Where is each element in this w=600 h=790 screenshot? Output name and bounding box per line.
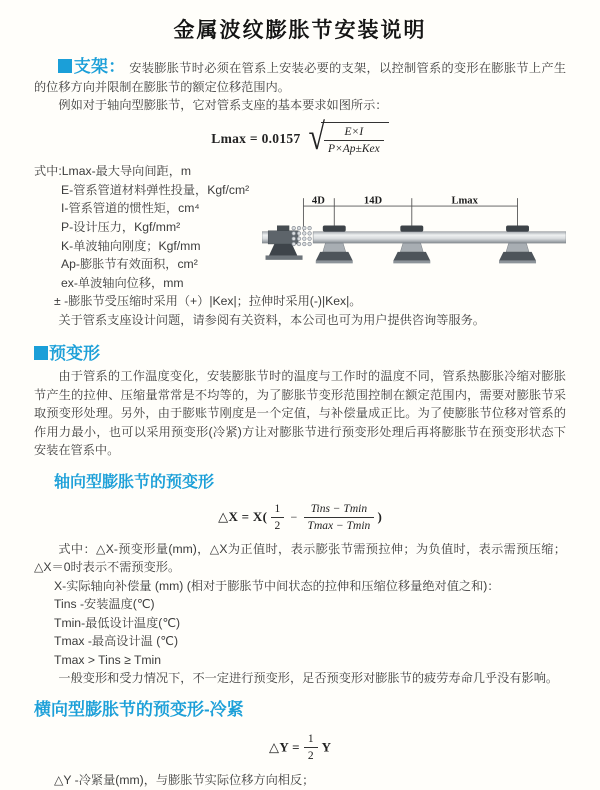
- lateral-note: △Y -冷紧量(mm)，与膨胀节实际位移方向相反；: [54, 773, 315, 788]
- radical-sign: √: [308, 116, 325, 158]
- support-heading-label: 支架：: [73, 57, 126, 76]
- definition-line: ex-单波轴向位移，mm: [61, 275, 184, 290]
- lateral-formula: [34, 732, 566, 764]
- note-line: Tmax > Tins ≥ Tmin: [54, 652, 162, 667]
- definitions-and-diagram-row: [34, 162, 566, 292]
- definition-line: 式中:Lmax-最大导向间距，m: [34, 164, 192, 179]
- pipe-diagram-svg: [262, 192, 566, 276]
- axial-formula: [34, 502, 566, 534]
- pipe-guide-support: [499, 226, 536, 264]
- definition-line: K-单波轴向刚度；Kgf/mm: [61, 238, 201, 253]
- consulting-note: 关于管系支座设计问题，请参阅有关资料，本公司也可为用户提供咨询等服务。: [58, 312, 485, 327]
- fraction-numerator: 1: [304, 732, 318, 748]
- lmax-formula: [34, 116, 566, 158]
- fraction-numerator: Tins − Tmin: [304, 502, 375, 518]
- section-square-icon: [58, 59, 72, 73]
- definition-line: I-管系管道的惯性矩，cm⁴: [61, 201, 200, 216]
- predeform-heading-wrap: [34, 344, 100, 363]
- definition-line: Ap-膨胀节有效面积，cm²: [61, 257, 198, 272]
- anchor-support: [266, 226, 303, 260]
- dimension-label-4d: 4D: [311, 195, 325, 207]
- pipe: [313, 232, 566, 243]
- page-title: 金属波纹膨胀节安装说明: [173, 19, 427, 42]
- fraction-denominator: Tmax − Tmin: [307, 520, 371, 533]
- axial-general-note: 一般变形和受力情况下，不一定进行预变形，足否预变形对膨胀节的疲劳寿命几乎没有影响。: [58, 671, 559, 686]
- axial-predeform-heading: 轴向型膨胀节的预变形: [54, 473, 215, 491]
- one-half-fraction: [304, 732, 318, 764]
- section-square-icon: [34, 346, 48, 360]
- lmax-fraction-denominator: P×Ap±Kex: [327, 142, 380, 155]
- support-section-heading: [58, 57, 125, 76]
- note-line: Tmax -最高设计温 (℃): [54, 634, 179, 649]
- lateral-formula-rhs: Y: [321, 739, 331, 755]
- minus-operator: −: [290, 509, 298, 524]
- symbol-definitions-list: [34, 162, 262, 292]
- axial-formula-rhs: ): [377, 508, 382, 524]
- axial-formula-explanation: 式中：△X-预变形量(mm)，△X为正值时，表示膨张节需预拉伸；为负值时，表示需预压缩；△X＝0时表示不需预变形。: [34, 541, 566, 575]
- lateral-predeform-heading: 横向型膨胀节的预变形-冷紧: [34, 699, 244, 719]
- pipe-support-diagram: [262, 162, 566, 292]
- fraction-denominator: 2: [307, 750, 314, 763]
- note-line: Tins -安装温度(℃): [54, 597, 155, 612]
- lmax-formula-lhs: Lmax = 0.0157: [211, 130, 301, 146]
- note-line: Tmin-最低设计温度(℃): [54, 615, 181, 630]
- one-half-fraction: [271, 502, 285, 534]
- axial-formula-lhs: △X = X(: [218, 508, 268, 524]
- dimension-label-14d: 14D: [363, 195, 383, 207]
- support-section-intro-paragraph: [34, 58, 566, 96]
- pipe-guide-support: [316, 226, 353, 264]
- definition-line: E-管系管道材料弹性投量，Kgf/cm²: [61, 182, 250, 197]
- radical-expression: [308, 116, 389, 158]
- temperature-fraction: [304, 502, 375, 534]
- support-intro-text: 安装膨胀节时必须在管系上安装必要的支架，以控制管系的变形在膨胀节上产生的位移方向并限制在膨胀节的额定位移范围内。: [34, 61, 567, 94]
- fraction-denominator: 2: [274, 520, 281, 533]
- fraction-numerator: 1: [271, 502, 285, 518]
- note-line: X-实际轴向补偿量 (mm) (相对于膨胀节中间状态的拉伸和压缩位移量绝对值之和)：: [54, 578, 500, 593]
- axial-notes-list: [34, 577, 566, 670]
- lateral-formula-lhs: △Y =: [269, 739, 300, 755]
- definition-line: P-设计压力，Kgf/mm²: [61, 220, 181, 235]
- dimension-label-lmax: Lmax: [451, 195, 478, 207]
- plus-minus-note: ± -膨胀节受压缩时采用（+）|Kex|；拉伸时采用(-)|Kex|。: [54, 294, 362, 309]
- predeform-heading-label: 预变形: [49, 344, 100, 364]
- radical-body: [321, 122, 389, 157]
- support-example-line: 例如对于轴向型膨胀节，它对管系支座的基本要求如图所示：: [58, 98, 388, 112]
- pipe-guide-support: [393, 226, 430, 264]
- lmax-fraction-numerator: E×I: [324, 125, 384, 141]
- predeform-body-paragraph: 由于管系的工作温度变化，安装膨胀节时的温度与工作时的温度不同，管系热膨胀冷缩对膨胀节产生的拉伸、压缩量常常是不均等的，为了膨胀节变形范围控制在额定范围内，需要对膨胀节采取预变形处理。另外，由于膨账节刚度是一个定值，与补偿量成正比。为了使膨胀节位移对管系的作用力最小，也可以采用预变形(冷紧)方让对膨胀节进行预变形处理后再将膨胀节在预变形状态下安装在管系中。: [34, 369, 566, 458]
- lmax-fraction: [324, 125, 384, 157]
- predeform-section-heading: [34, 339, 566, 364]
